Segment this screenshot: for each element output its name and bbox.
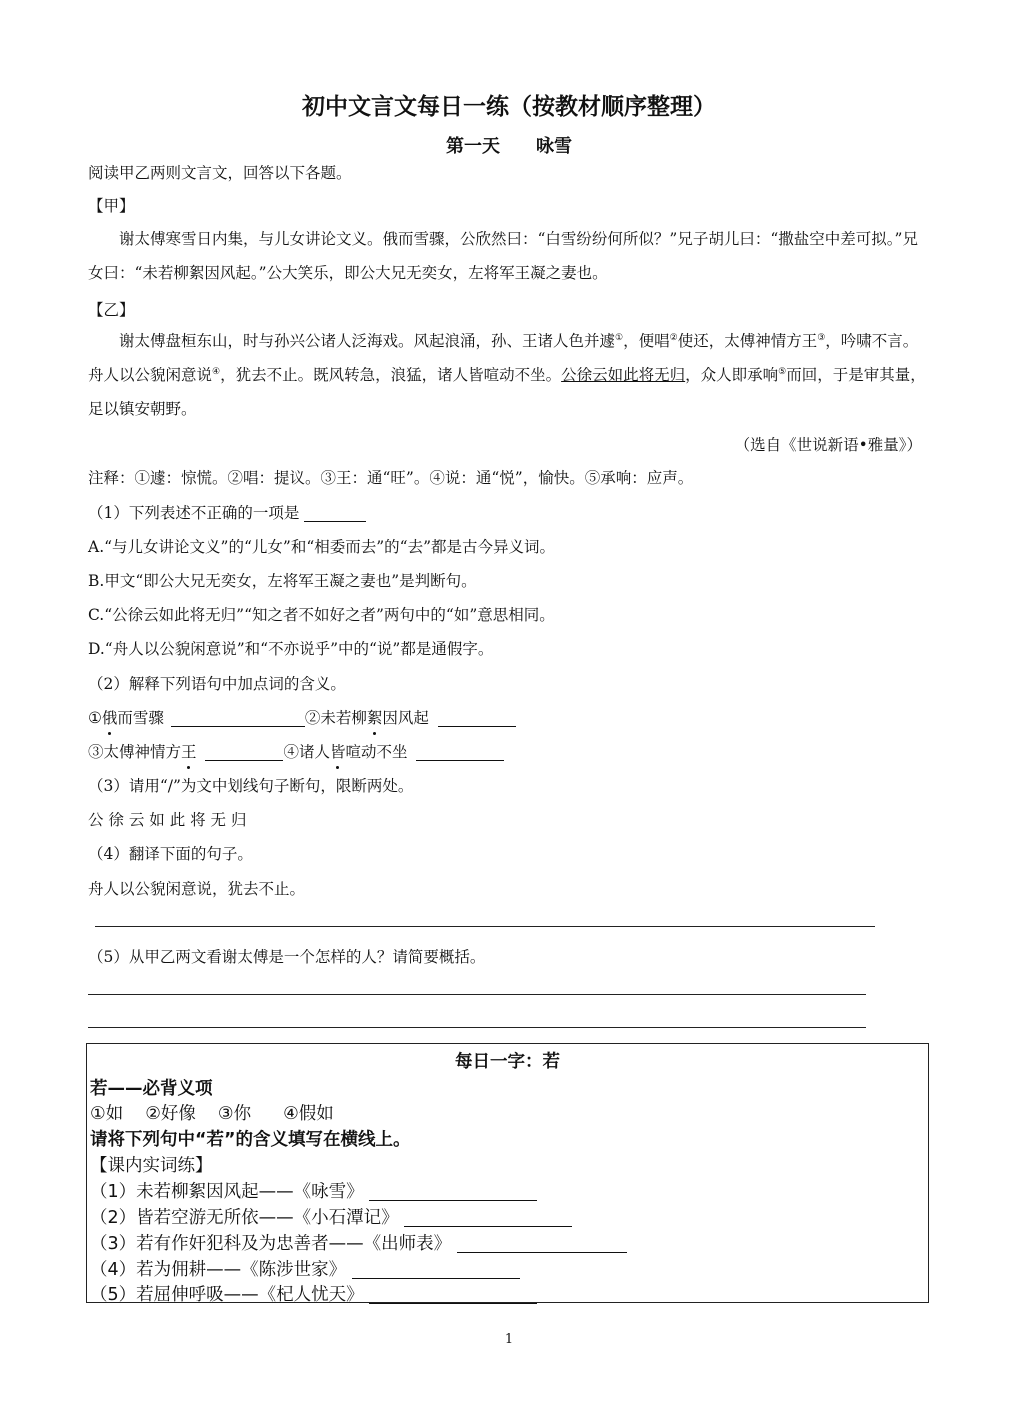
footnote-marker: ④: [212, 366, 221, 377]
page-title: 初中文言文每日一练（按教材顺序整理）: [302, 94, 716, 120]
meaning-item: ①如: [90, 1104, 124, 1124]
answer-blank[interactable]: [205, 743, 283, 761]
dotted-word: 絮: [367, 706, 383, 728]
option-b: B.甲文“即公大兄无奕女，左将军王凝之妻也”是判断句。: [88, 572, 477, 590]
question-2-row-2: [88, 740, 504, 762]
fill-instruction: 请将下列句中“若”的含义填写在横线上。: [90, 1130, 411, 1150]
must-memorize-heading: 若——必背义项: [90, 1079, 213, 1099]
passage-yi-segment: ，便唱: [623, 332, 670, 350]
practice-label: 【课内实词练】: [90, 1156, 213, 1176]
question-1: [88, 501, 366, 523]
passage-yi-segment: ，吟啸不言。舟人以公貌闲意说: [88, 332, 919, 384]
lesson-subtitle: [0, 132, 1018, 158]
item-text: 若为佣耕——《陈涉世家》: [136, 1260, 347, 1280]
daily-character-box: [86, 1043, 929, 1303]
item-number: ②: [304, 709, 321, 727]
passage-yi-segment: 谢太傅盘桓东山，时与孙兴公诸人泛海戏。风起浪涌，孙、王诸人色并遽: [119, 332, 616, 350]
passage-yi-segment: 使还，太傅神情方王: [677, 332, 818, 350]
page-number: 1: [504, 1332, 514, 1347]
item-text: 诸人: [299, 743, 331, 761]
passage-yi-segment: 而回，于是审其量，足以镇安朝野。: [88, 366, 926, 418]
passage-yi-text: [88, 324, 933, 426]
answer-blank[interactable]: [304, 504, 366, 522]
item-text: 皆若空游无所依——《小石潭记》: [136, 1208, 399, 1228]
meaning-item: ②好像: [145, 1104, 196, 1124]
item-number: （4）: [90, 1260, 137, 1280]
item-text: 因风起: [382, 709, 429, 727]
answer-line[interactable]: [88, 994, 866, 995]
item-text: 而雪骤: [117, 709, 164, 727]
footnote-marker: ⑤: [778, 366, 787, 377]
source-citation: （选自《世说新语•雅量》）: [734, 436, 922, 454]
day-label: 第一天: [446, 136, 500, 157]
passage-jia-text: 谢太傅寒雪日内集，与儿女讲论文义。俄而雪骤，公欣然曰：“白雪纷纷何所似？”兄子胡儿曰：“撒盐空中差可拟。”兄女曰：“未若柳絮因风起。”公大笑乐，即公大兄无奕女，左将军王凝之妻也。: [88, 230, 918, 282]
answer-blank[interactable]: [352, 1260, 520, 1279]
answer-blank[interactable]: [369, 1182, 537, 1201]
item-number: （5）: [90, 1285, 137, 1305]
passage-jia-label: 【甲】: [88, 197, 135, 215]
item-text: 未若柳: [320, 709, 367, 727]
passage-yi-segment: ，众人即承响: [685, 366, 779, 384]
footnote-marker: ②: [669, 332, 678, 343]
practice-item-2: [90, 1204, 572, 1229]
question-3-stem: （3）请用“/”为文中划线句子断句，限断两处。: [88, 777, 414, 795]
footnotes: 注释：①遽：惊慌。②唱：提议。③王：通“旺”。④说：通“悦”，愉快。⑤承响：应声。: [88, 469, 694, 487]
question-4-sentence: 舟人以公貌闲意说，犹去不止。: [88, 880, 306, 898]
practice-item-3: [90, 1230, 627, 1255]
daily-heading: 每日一字：若: [455, 1052, 560, 1072]
item-text: 未若柳絮因风起——《咏雪》: [136, 1182, 364, 1202]
item-number: （3）: [90, 1234, 137, 1254]
question-3-sentence: 公 徐 云 如 此 将 无 归: [88, 811, 247, 829]
meanings-list: [90, 1100, 334, 1125]
practice-item-5: [90, 1281, 537, 1306]
question-2-stem: （2）解释下列语句中加点词的含义。: [88, 675, 346, 693]
item-number: （2）: [90, 1208, 137, 1228]
dotted-word: 王: [181, 740, 197, 762]
practice-item-1: [90, 1178, 537, 1203]
footnote-marker: ①: [615, 332, 624, 343]
lesson-topic: 咏雪: [536, 136, 572, 157]
meaning-item: ③你: [217, 1104, 252, 1124]
item-text: 若有作奸犯科及为忠善者——《出师表》: [136, 1234, 452, 1254]
item-number: ①: [88, 709, 102, 727]
item-number: ③: [88, 743, 104, 761]
question-1-stem: （1）下列表述不正确的一项是: [88, 504, 300, 522]
answer-blank[interactable]: [369, 1285, 537, 1304]
meaning-item: ④假如: [283, 1104, 334, 1124]
dotted-word: 皆: [330, 740, 346, 762]
item-text: 喧动不坐: [345, 743, 408, 761]
underlined-sentence: 公徐云如此将无归: [561, 366, 686, 384]
reading-instruction: 阅读甲乙两则文言文，回答以下各题。: [88, 164, 352, 182]
footnote-marker: ③: [817, 332, 826, 343]
item-number: （1）: [90, 1182, 137, 1202]
question-2-row-1: [88, 706, 516, 728]
option-a: A.“与儿女讲论文义”的“儿女”和“相委而去”的“去”都是古今异义词。: [88, 538, 556, 556]
item-number: ④: [283, 743, 299, 761]
answer-blank[interactable]: [438, 709, 516, 727]
answer-blank[interactable]: [457, 1234, 627, 1253]
practice-item-4: [90, 1256, 520, 1281]
passage-yi-segment: ，犹去不止。既风转急，浪猛，诸人皆喧动不坐。: [220, 366, 562, 384]
item-text: 太傅神情方: [103, 743, 182, 761]
option-d: D.“舟人以公貌闲意说”和“不亦说乎”中的“说”都是通假字。: [88, 640, 494, 658]
question-5-stem: （5）从甲乙两文看谢太傅是一个怎样的人？请简要概括。: [88, 948, 486, 966]
answer-blank[interactable]: [404, 1208, 572, 1227]
answer-line[interactable]: [95, 926, 875, 927]
item-text: 若屈伸呼吸——《杞人忧天》: [136, 1285, 364, 1305]
option-c: C.“公徐云如此将无归”“知之者不如好之者”两句中的“如”意思相同。: [88, 606, 555, 624]
dotted-word: 俄: [102, 706, 118, 728]
question-4-stem: （4）翻译下面的句子。: [88, 845, 253, 863]
answer-blank[interactable]: [416, 743, 504, 761]
answer-line[interactable]: [88, 1027, 866, 1028]
passage-yi-label: 【乙】: [88, 301, 135, 319]
answer-blank[interactable]: [171, 709, 305, 727]
